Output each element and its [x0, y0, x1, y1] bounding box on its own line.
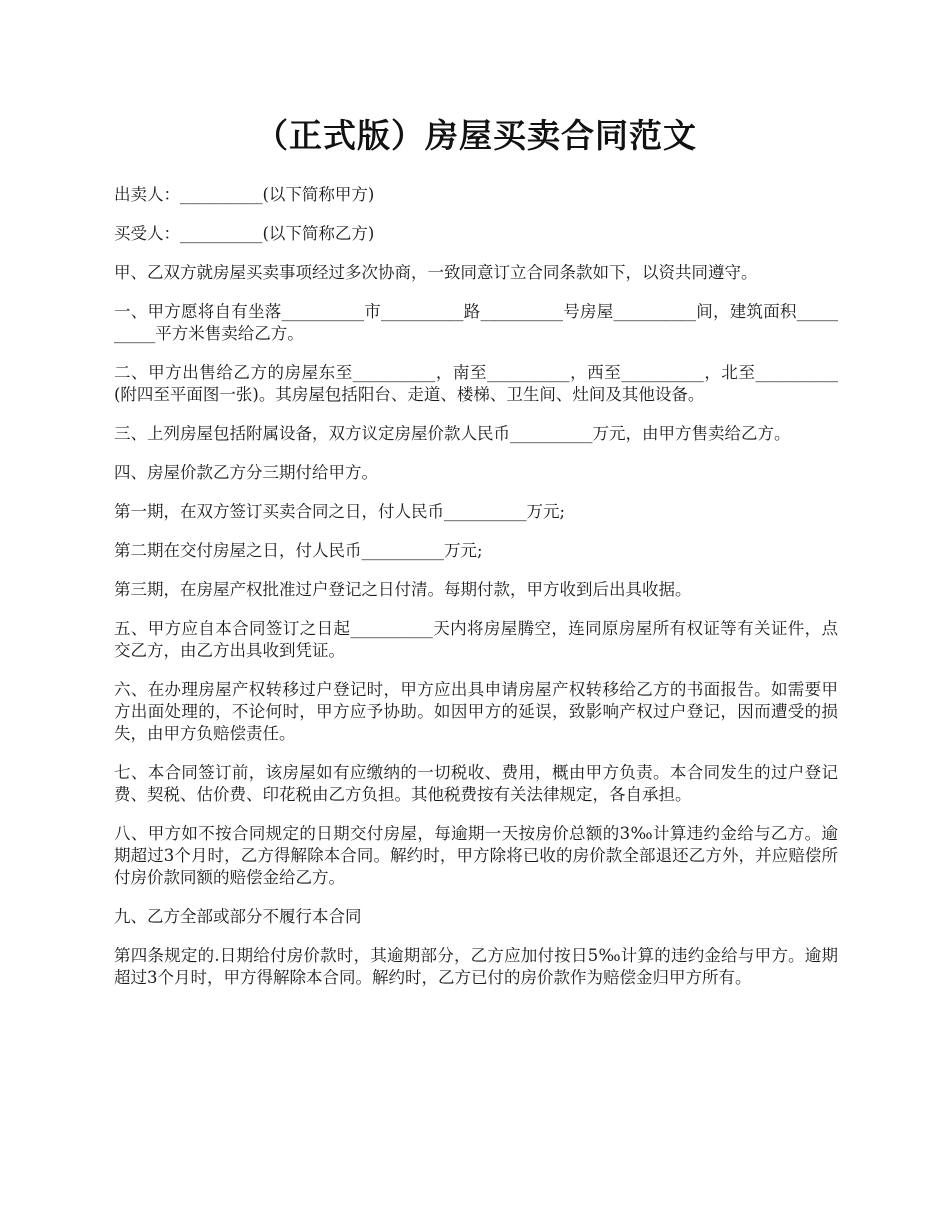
clause-5: 五、甲方应自本合同签订之日起__________天内将房屋腾空，连同原房屋所有权证等有关证件，点交乙方，由乙方出具收到凭证。 [114, 619, 838, 660]
clause-9: 九、乙方全部或部分不履行本合同 [114, 907, 362, 926]
clause-3: 三、上列房屋包括附属设备，双方议定房屋价款人民币__________万元，由甲方售卖给乙方。 [114, 424, 791, 443]
clause-4-payment-2: 第二期在交付房屋之日，付人民币__________万元; [114, 541, 483, 560]
document-title: （正式版）房屋买卖合同范文 [255, 116, 697, 155]
clause-7: 七、本合同签订前，该房屋如有应缴纳的一切税收、费用，概由甲方负责。本合同发生的过户登记费、契税、估价费、印花税由乙方负担。其他税费按有关法律规定，各自承担。 [114, 763, 838, 804]
clause-6: 六、在办理房屋产权转移过户登记时，甲方应出具申请房屋产权转移给乙方的书面报告。如需要甲方出面处理的，不论何时，甲方应予协助。如因甲方的延误，致影响产权过户登记，因而遭受的损失，由甲方负赔偿责任。 [114, 680, 838, 743]
clause-preamble: 甲、乙双方就房屋买卖事项经过多次协商，一致同意订立合同条款如下，以资共同遵守。 [114, 263, 758, 282]
clause-1: 一、甲方愿将自有坐落__________市__________路__________号房屋__________间，建筑面积__________平方米售卖给乙方。 [114, 302, 838, 343]
clause-4-payment-1: 第一期，在双方签订买卖合同之日，付人民币__________万元; [114, 502, 566, 521]
clause-2: 二、甲方出售给乙方的房屋东至__________，南至__________，西至__________，北至__________(附四至平面图一张)。其房屋包括阳台、走道、楼梯、卫生间、灶间及其他设备。 [114, 363, 838, 404]
clause-buyer: 买受人：__________(以下简称乙方) [114, 224, 375, 243]
clause-4-payment-3: 第三期，在房屋产权批准过户登记之日付清。每期付款，甲方收到后出具收据。 [114, 580, 692, 599]
clause-9-continued: 第四条规定的.日期给付房价款时，其逾期部分，乙方应加付按日5‰计算的违约金给与甲方。逾期超过3个月时，甲方得解除本合同。解约时，乙方已付的房价款作为赔偿金归甲方所有。 [114, 946, 838, 987]
clause-8: 八、甲方如不按合同规定的日期交付房屋，每逾期一天按房价总额的3‰计算违约金给与乙方。逾期超过3个月时，乙方得解除本合同。解约时，甲方除将已收的房价款全部退还乙方外，并应赔偿所付房价款同额的赔偿金给乙方。 [114, 824, 838, 887]
clause-4: 四、房屋价款乙方分三期付给甲方。 [114, 463, 378, 482]
clause-seller: 出卖人：__________(以下简称甲方) [114, 185, 375, 204]
